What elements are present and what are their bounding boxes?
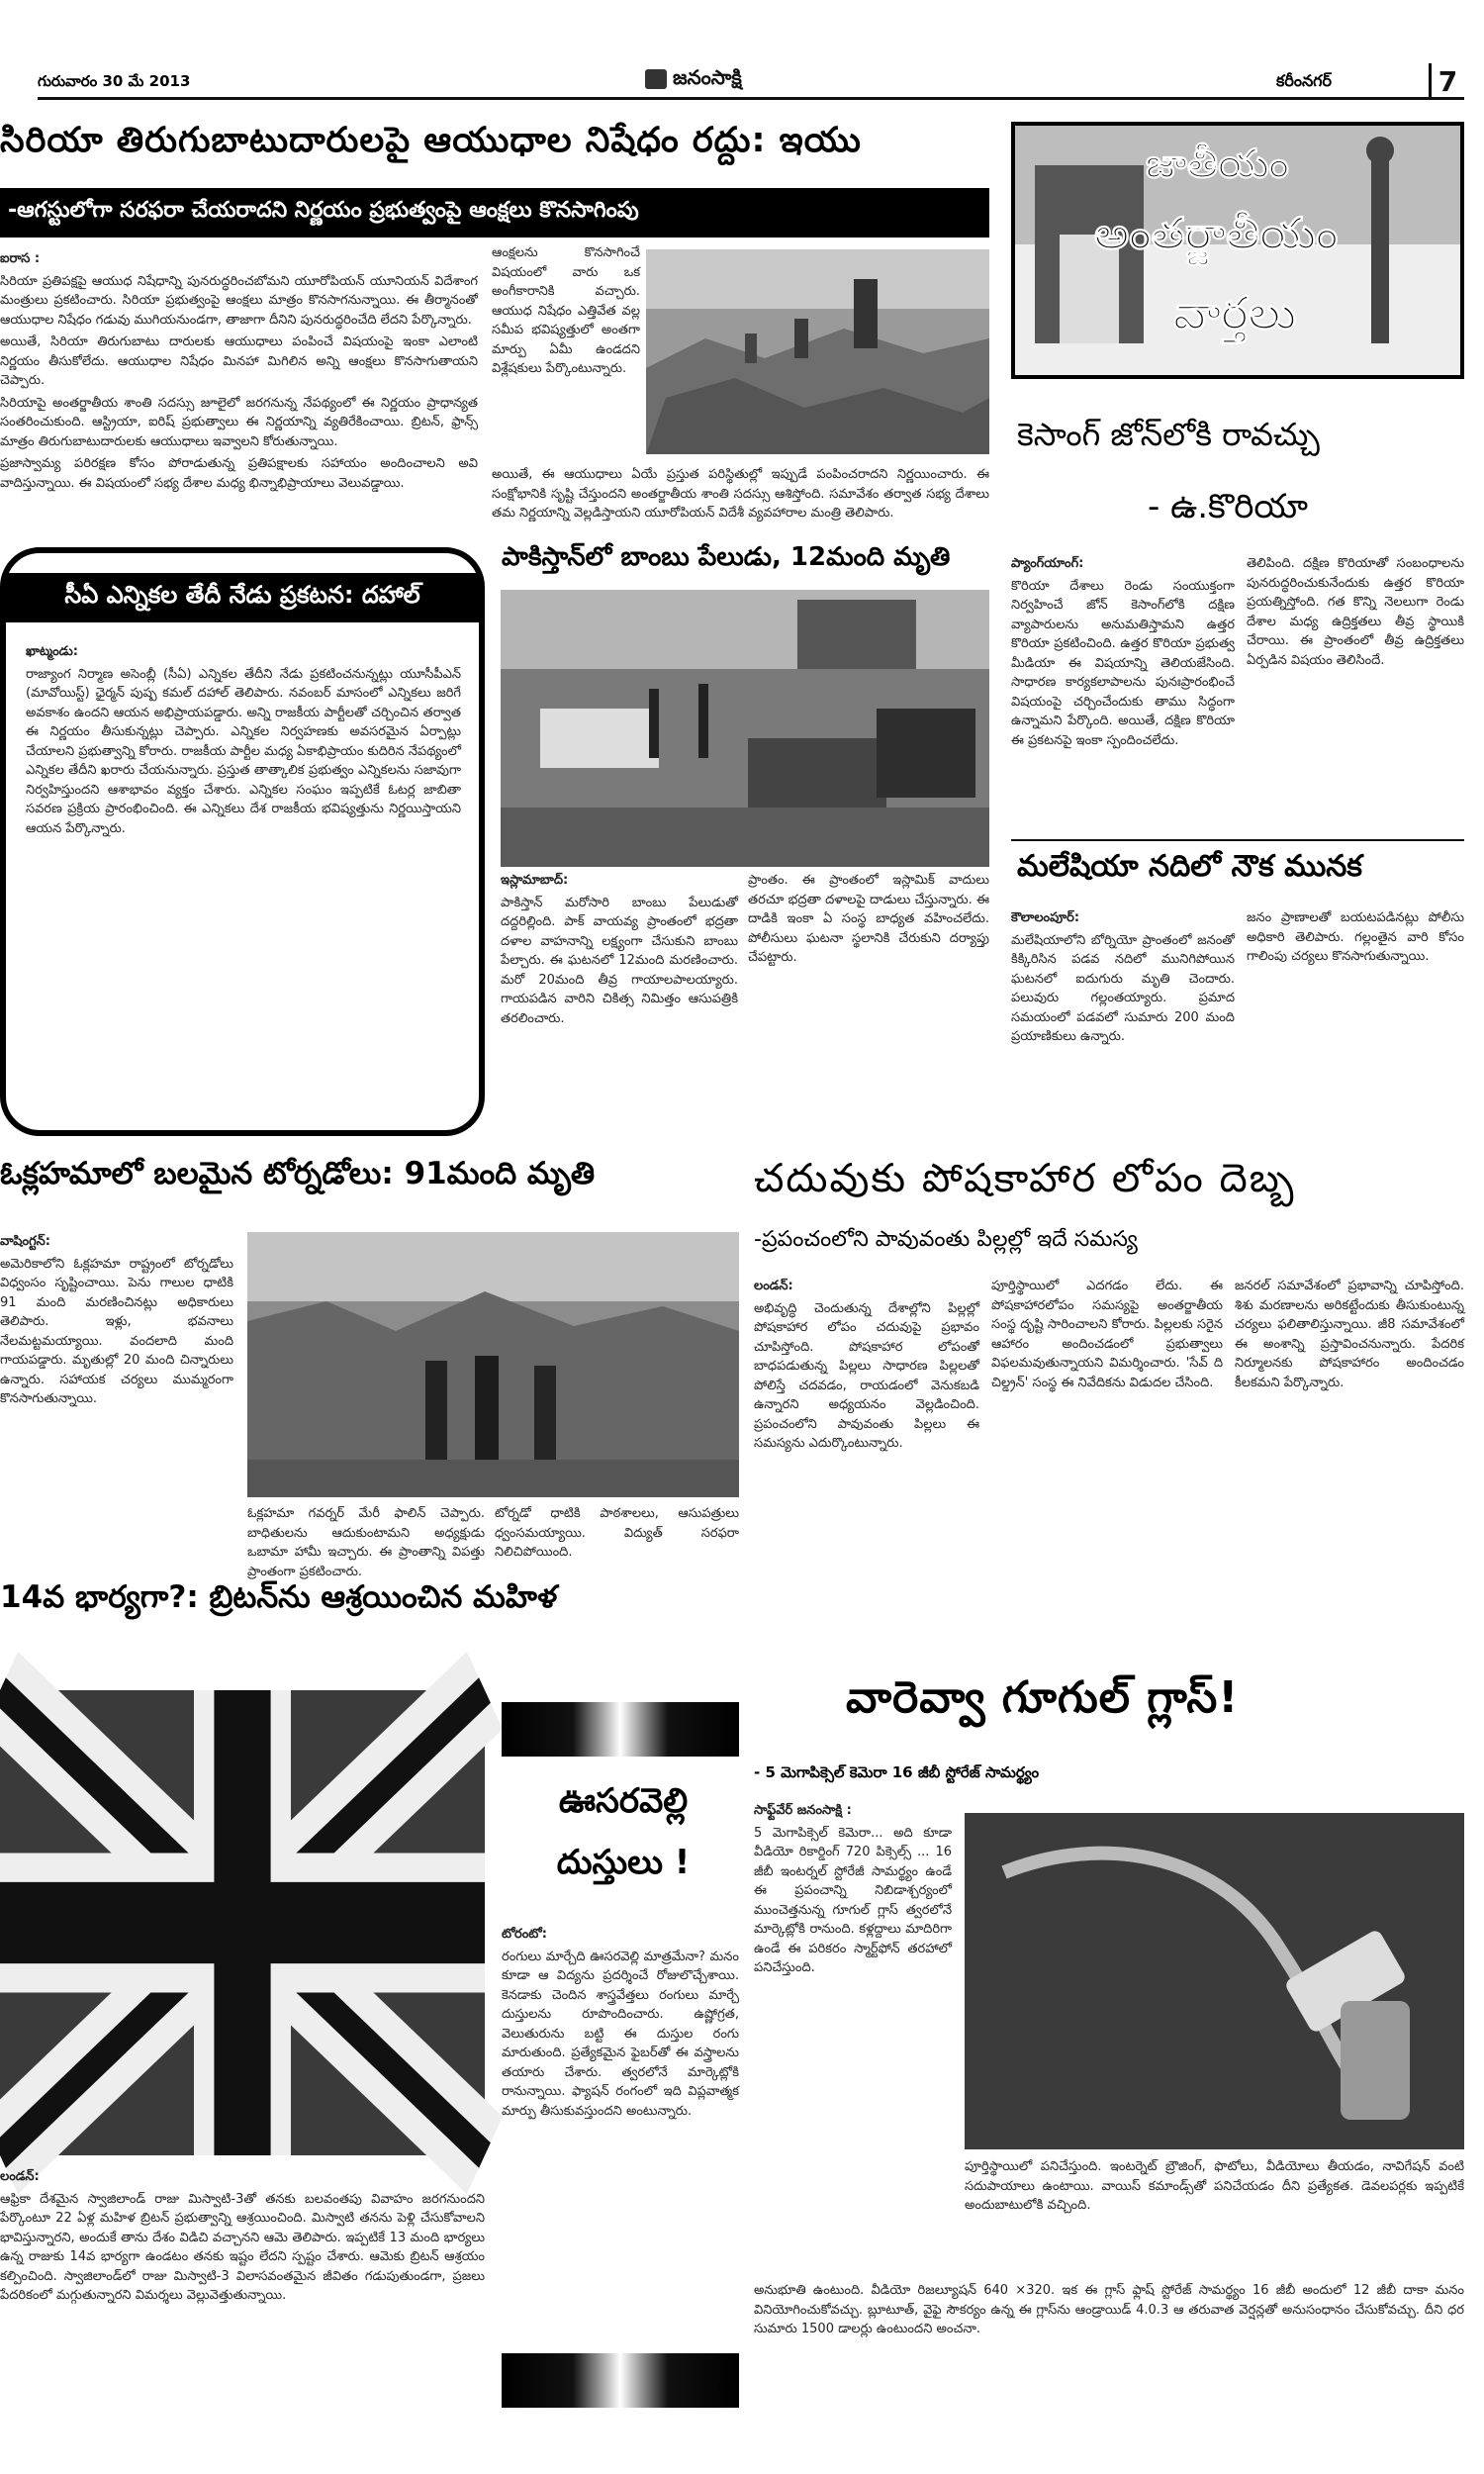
nepal-headline-bar xyxy=(6,573,479,622)
masthead-logo xyxy=(645,65,803,93)
oklahoma-col1 xyxy=(0,1232,233,1559)
syria-para-1: సిరియా ప్రతిపక్షపై ఆయుధ నిషేధాన్ని పునరుద్ధరించబోమని యూరోపియన్ యూనియన్ విదేశాంగ మంత్రులు ప్రకటించారు. సిరియా ప్రభుత్వంపై ఆంక్షలు మాత్రం కొనసాగనున్నాయి. ఈ తీర్మానంతో ఆయుధాల నిషేధం గడువు ముగియనుండగా, తాజాగా దీనిని పునరుద్ధరించేది లేదని పేర్కొన్నారు. xyxy=(0,273,478,328)
syria-para-2: అయితే, సిరియా తిరుగుబాటు దారులకు ఆయుధాలు పంపించే విషయంపై ఇంకా ఎలాంటి నిర్ణయం తీసుకోలేదు. ఆయుధాల నిషేధం మినహా మిగిలిన అన్ని ఆంక్షలు కొనసాగుతాయని చెప్పారు. xyxy=(0,334,478,388)
chameleon-title-1: ఊసరవెల్లి xyxy=(558,1781,689,1821)
oklahoma-dateline: వాషింగ్టన్: xyxy=(0,1234,50,1249)
masthead-date: గురువారం 30 మే 2013 xyxy=(38,72,191,90)
syria-col-bottom: అయితే, ఈ ఆయుధాలు ఏయే ప్రస్తుత పరిస్థితుల్లో ఇప్పుడే పంపించరాదని నిర్ణయించారు. ఈ సంక్షోభానికి సృష్టి చేస్తుందని అంతర్జాతీయ శాంతి సదస్సు ఆశిస్తోంది. సమావేశం తర్వాత సభ్య దేశాలు తమ నిర్ణయాన్ని వెల్లడిస్తాయని యూరోపియన్ విదేశీ వ్యవహారాల మంత్రి తెలిపారు. xyxy=(492,467,989,521)
malaysia-body-1: మలేషియాలోని బోర్నియో ప్రాంతంలో జనంతో కిక్కిరిసిన పడవ నదిలో మునిగిపోయిన ఘటనలో ఐదుగురు మృతి చెందారు. పలువురు గల్లంతయ్యారు. ప్రమాద సమయంలో పడవలో సుమారు 200 మంది ప్రయాణికులు ఉన్నారు. xyxy=(1011,932,1235,1044)
nutrition-body-1: అభివృద్ధి చెందుతున్న దేశాల్లోని పిల్లల్లో పోషకాహార లోపం చదువుపై ప్రభావం చూపిస్తోంది. పోషకాహార లోపంతో బాధపడుతున్న పిల్లలు సాధారణ పిల్లలతో పోలిస్తే చదవడం, రాయడంలో వెనుకబడి ఉన్నారని అధ్యయనం వెల్లడించింది. ప్రపంచంలోని పావువంతు పిల్లలు ఈ సమస్యను ఎదుర్కొంటున్నారు. xyxy=(754,1300,979,1451)
nepal-headline: సీఏ ఎన్నికల తేదీ నేడు ప్రకటన: దహాల్ xyxy=(64,581,420,609)
nepal-body-text: రాజ్యాంగ నిర్మాణ అసెంబ్లీ (సీఏ) ఎన్నికల తేదీని నేడు ప్రకటించనున్నట్లు యూసీపీఎన్ (మావోయిస్ట్) ఛైర్మన్ పుష్ప కమల్ దహాల్ తెలిపారు. నవంబర్ మాసంలో ఎన్నికలు జరిగే అవకాశం ఉందని ఆయన అభిప్రాయపడ్డారు. అన్ని రాజకీయ పార్టీలతో చర్చించిన తర్వాత ఈ నిర్ణయం తీసుకున్నట్లు చెప్పారు. ఎన్నికల నిర్వహణకు అవసరమైన ఏర్పాట్లు చేయాలని ప్రభుత్వాన్ని కోరారు. రాజకీయ పార్టీల మధ్య ఏకాభిప్రాయం కుదిరిన నేపథ్యంలో ఎన్నికల తేదీని ఖరారు చేయనున్నారు. ప్రస్తుత తాత్కాలిక ప్రభుత్వం ఎన్నికలను సజావుగా నిర్వహిస్తుందని ఆశాభావం వ్యక్తం చేశారు. ఎన్నికల సంఘం ఇప్పటికే ఓటర్ల జాబితా సవరణ ప్రక్రియ ప్రారంభించింది. ఈ ఎన్నికలు దేశ రాజకీయ భవిష్యత్తును నిర్ణయిస్తాయని ఆయన పేర్కొన్నారు. xyxy=(26,666,461,836)
intl-banner-line-2: అంతర్జాతీయం xyxy=(1094,209,1339,259)
korea-headline-1: కెసాంగ్ జోన్‌లోకి రావచ్చు xyxy=(1017,416,1320,453)
syria-subhead-bar xyxy=(0,188,989,238)
chameleon-dateline: టోరంటో: xyxy=(502,1927,547,1942)
nutrition-col3: జనరల్ సమావేశంలో ప్రభావాన్ని చూపిస్తోంది. శిశు మరణాలను అరికట్టేందుకు తీసుకుంటున్న చర్యలు ఫలితాలిస్తున్నాయి. జీ8 సమావేశంలో ఈ అంశాన్ని ప్రస్తావించనున్నారు. పేదరిక నిర్మూలనకు పోషకాహారం అందించడం కీలకమని పేర్కొన్నారు. xyxy=(1235,1279,1464,1390)
intl-banner xyxy=(1011,122,1464,379)
chameleon-bottom-bar xyxy=(502,2353,739,2408)
chameleon-body xyxy=(502,1925,739,2321)
google-col1 xyxy=(754,1801,952,2276)
nepal-dateline: ఖాట్మండు: xyxy=(26,644,78,659)
korea-col2: తెలిపింది. దక్షిణ కొరియాతో సంబంధాలను పునరుద్ధరించుకునేందుకు ఉత్తర కొరియా ప్రయత్నిస్తోంది. గత కొన్ని నెలలుగా రెండు దేశాల మధ్య ఉద్రిక్తతలు తీవ్ర స్థాయికి చేరాయి. ఈ ప్రాంతంలో తీవ్ర ఉద్రిక్తతలు ఏర్పడిన విషయం తెలిసిందే. xyxy=(1247,556,1464,668)
korea-dateline: ప్యాంగ్‌యాంగ్: xyxy=(1011,556,1084,571)
britain-headline: 14వ భార్యగా?: బ్రిటన్‌ను ఆశ్రయించిన మహిళ xyxy=(0,1579,558,1615)
oklahoma-col3: టోర్నడో ధాటికి పాఠశాలలు, ఆసుపత్రులు ధ్వంసమయ్యాయి. విద్యుత్ సరఫరా నిలిచిపోయింది. xyxy=(495,1506,739,1560)
pakistan-col1 xyxy=(501,871,738,1128)
pakistan-blast-photo xyxy=(501,590,989,867)
syria-col2: ఆంక్షలను కొనసాగించే విషయంలో వారు ఒక అంగీకారానికి వచ్చారు. ఆయుధ నిషేధం ఎత్తివేత వల్ల సమీప భవిష్యత్తులో అంతగా మార్పు ఏమీ ఉండదని విశ్లేషకులు పేర్కొంటున్నారు. xyxy=(492,245,640,376)
syria-subhead: -ఆగస్టులోగా సరఫరా చేయరాదని నిర్ణయం ప్రభుత్వంపై ఆంక్షలు కొనసాగింపు xyxy=(8,198,639,223)
intl-banner-line-3: వార్తలు xyxy=(1173,286,1297,339)
newspaper-logo-icon xyxy=(645,69,667,89)
malaysia-col2: జనం ప్రాణాలతో బయటపడినట్లు పోలీసు అధికారి తెలిపారు. గల్లంతైన వారి కోసం గాలింపు చర్యలు కొనసాగుతున్నాయి. xyxy=(1247,910,1464,964)
syria-headline: సిరియా తిరుగుబాటుదారులపై ఆయుధాల నిషేధం రద్దు: ఇయు xyxy=(0,121,862,160)
nutrition-dateline: లండన్: xyxy=(754,1279,793,1293)
oklahoma-tornado-photo xyxy=(247,1232,739,1497)
chameleon-body-text: రంగులు మార్చేది ఊసరవెల్లి మాత్రమేనా? మనం కూడా ఆ విద్యను ప్రదర్శించే రోజులొచ్చేశాయి. కెనడాకు చెందిన శాస్త్రవేత్తలు రంగులు మార్చే దుస్తులను రూపొందించారు. ఉష్ణోగ్రత, వెలుతురును బట్టి ఈ దుస్తుల రంగు మారుతుంది. ప్రత్యేకమైన ఫైబర్‌తో ఈ వస్త్రాలను తయారు చేశారు. త్వరలోనే మార్కెట్లోకి రానున్నాయి. ఫ్యాషన్ రంగంలో ఇది విప్లవాత్మక మార్పు తీసుకువస్తుందని అంటున్నారు. xyxy=(502,1949,739,2119)
chameleon-title-2: దుస్తులు ! xyxy=(556,1843,691,1882)
masthead-rule xyxy=(38,97,1464,100)
page-number xyxy=(1429,63,1464,99)
nutrition-col2: పూర్తిస్థాయిలో ఎదగడం లేదు. ఈ పోషకాహారలోపం సమస్యపై అంతర్జాతీయ సంస్థ దృష్టి సారించాలని కోరారు. పిల్లలకు సరైన ఆహారం అందించడంలో ప్రభుత్వాలు విఫలమవుతున్నాయని విమర్శించారు. 'సేవ్ ది చిల్డ్రన్' సంస్థ ఈ నివేదికను విడుదల చేసింది. xyxy=(991,1279,1223,1390)
syria-dateline: ఐరాస : xyxy=(0,251,41,266)
malaysia-top-rule xyxy=(1011,839,1464,841)
nepal-body xyxy=(26,642,461,1117)
britain-dateline: లండన్: xyxy=(0,2169,40,2184)
union-jack-flag-image xyxy=(0,1690,485,2155)
masthead-edition: కరీంనగర్ xyxy=(1276,71,1333,90)
oklahoma-headline: ఓక్లహమాలో బలమైన టోర్నడోలు: 91మంది మృతి xyxy=(0,1156,596,1191)
malaysia-col1 xyxy=(1011,908,1235,1126)
korea-body-1: కొరియా దేశాలు రెండు సంయుక్తంగా నిర్వహించే జోన్ కెసాంగ్‌లోకి దక్షిణ వ్యాపారులను అనుమతిస్తామని ఉత్తర కొరియా ప్రకటించింది. ఉత్తర కొరియా ప్రభుత్వ మీడియా ఈ విషయాన్ని తెలియజేసింది. సాధారణ కార్యకలాపాలను పునఃప్రారంభించే విషయంపై చర్చించేందుకు తాము సిద్ధంగా ఉన్నామని పేర్కొంది. అయితే, దక్షిణ కొరియా ఈ ప్రకటనపై ఇంకా స్పందించలేదు. xyxy=(1011,578,1235,748)
google-subhead: - 5 మెగాపిక్సెల్ కెమెరా 16 జీబీ స్టోరేజ్ సామర్థ్యం xyxy=(754,1763,1040,1781)
google-body-1: 5 మెగాపిక్సెల్ కెమెరా... అది కూడా వీడియో రికార్డింగ్ 720 పిక్సెల్స్ ... 16 జీబీ ఇంటర్నల్ స్టోరేజీ సామర్థ్యం ఉండే ఈ ప్రపంచాన్ని నిబిడాశ్చర్యంలో ముంచెత్తనున్న గూగుల్ గ్లాస్ త్వరలోనే మార్కెట్లోకి రానుంది. కళ్లద్దాలు మాదిరిగా ఉండే ఈ పరికరం స్మార్ట్‌ఫోన్ తరహాలో పనిచేస్తుంది. xyxy=(754,1825,952,1975)
pakistan-dateline: ఇస్లామాబాద్: xyxy=(501,873,569,888)
logo-text: జనంసాక్షి xyxy=(673,64,742,89)
pakistan-body-1: పాకిస్తాన్ మరోసారి బాంబు పేలుడుతో దద్దరిల్లింది. పాక్ వాయవ్య ప్రాంతంలో భద్రతా దళాల వాహనాన్ని లక్ష్యంగా చేసుకుని బాంబు పేల్చారు. ఈ ఘటనలో 12మంది మరణించారు. మరో 20మంది తీవ్ర గాయాలపాలయ్యారు. గాయపడిన వారిని చికిత్స నిమిత్తం ఆసుపత్రికి తరలించారు. xyxy=(501,895,738,1026)
syria-rubble-photo xyxy=(646,249,989,454)
nepal-box xyxy=(0,547,485,1136)
page-number-text: 7 xyxy=(1438,64,1458,98)
oklahoma-body-1: అమెరికాలోని ఓక్లహమా రాష్ట్రంలో టోర్నడోలు విధ్వంసం సృష్టించాయి. పెను గాలుల ధాటికి 91 మంది మరణించినట్లు అధికారులు తెలిపారు. ఇళ్లు, భవనాలు నేలమట్టమయ్యాయి. వందలాది మంది గాయపడ్డారు. మృతుల్లో 20 మంది చిన్నారులు ఉన్నారు. సహాయక చర్యలు ముమ్మరంగా కొనసాగుతున్నాయి. xyxy=(0,1256,233,1406)
google-col2: పూర్తిస్థాయిలో పనిచేస్తుంది. ఇంటర్నెట్ బ్రౌజింగ్, ఫొటోలు, వీడియోలు తీయడం, నావిగేషన్ వంటి సదుపాయాలు ఉంటాయి. వాయిస్ కమాండ్స్‌తో పనిచేయడం దీని ప్రత్యేకత. డెవలపర్లకు ఇప్పటికే అందుబాటులోకి వచ్చింది. xyxy=(965,2159,1464,2213)
nutrition-subhead: -ప్రపంచంలోని పావువంతు పిల్లల్లో ఇదే సమస్య xyxy=(754,1227,1138,1252)
oklahoma-col2: ఓక్లహమా గవర్నర్ మేరీ ఫాలిన్ చెప్పారు. బాధితులను ఆదుకుంటామని అధ్యక్షుడు ఒబామా హామీ ఇచ్చారు. ఈ ప్రాంతాన్ని విపత్తు ప్రాంతంగా ప్రకటించారు. xyxy=(247,1506,485,1579)
chameleon-top-bar xyxy=(502,1702,739,1757)
korea-col1 xyxy=(1011,554,1235,851)
google-bottom: అనుభూతి ఉంటుంది. వీడియో రిజల్యూషన్ 640 ×320. ఇక ఈ గ్లాస్ ఫ్లాష్ స్టోరేజ్ సామర్థ్యం 16 జీబీ అందులో 12 జీబీ దాకా మనం వినియోగించుకోవచ్చు. బ్లూటూత్, వైఫై సౌకర్యం ఉన్న ఈ గ్లాస్‌ను ఆండ్రాయిడ్ 4.0.3 ఆ తరువాత వెర్షన్లతో అనుసంధానం చేసుకోవచ్చు. దీని ధర సుమారు 1500 డాలర్లు ఉంటుందని అంచనా. xyxy=(754,2283,1464,2336)
google-dateline: సాఫ్ట్‌వేర్ జనంసాక్షి : xyxy=(754,1803,852,1818)
britain-body-text: ఆఫ్రికా దేశమైన స్వాజిలాండ్ రాజు మిస్వాటి-3తో తనకు బలవంతపు వివాహం జరగనుందని పేర్కొంటూ 22 ఏళ్ల మహిళ బ్రిటన్ ప్రభుత్వాన్ని ఆశ్రయించింది. మిస్వాటి తనను పెళ్లి చేసుకోవాలని భావిస్తున్నారని, అందుకే తాను దేశం విడిచి వచ్చానని ఆమె తెలిపారు. ఇప్పటికే 13 మంది భార్యలు ఉన్న రాజుకు 14వ భార్యగా ఉండటం తనకు ఇష్టం లేదని స్పష్టం చేశారు. ఆమెకు బ్రిటన్ ఆశ్రయం కల్పించింది. స్వాజిలాండ్‌లో రాజు మిస్వాటి-3 విలాసవంతమైన జీవితం గడుపుతుండగా, ప్రజలు పేదరికంలో మగ్గుతున్నారని విమర్శలు వెల్లువెత్తుతున్నాయి. xyxy=(0,2191,485,2303)
britain-body xyxy=(0,2167,485,2464)
pakistan-col2: ప్రాంతం. ఈ ప్రాంతంలో ఇస్లామిక్ వాదులు తరచూ భద్రతా దళాలపై దాడులు చేస్తున్నారు. ఈ దాడికి ఇంకా ఏ సంస్థ బాధ్యత వహించలేదు. పోలీసులు ఘటనా స్థలానికి చేరుకుని దర్యాప్తు చేపట్టారు. xyxy=(748,873,989,965)
nutrition-headline: చదువుకు పోషకాహార లోపం దెబ్బ xyxy=(754,1156,1296,1201)
intl-banner-line-1: జాతీయం xyxy=(1146,142,1289,187)
syria-col1 xyxy=(0,249,478,495)
google-headline: వారెవ్వా గూగుల్ గ్లాస్! xyxy=(846,1672,1240,1723)
malaysia-dateline: కౌలాలంపూర్: xyxy=(1011,910,1080,925)
pakistan-headline: పాకిస్తాన్‌లో బాంబు పేలుడు, 12మంది మృతి xyxy=(502,542,951,572)
korea-headline-2: - ఉ.కొరియా xyxy=(1148,487,1309,526)
syria-para-4: ప్రజాస్వామ్య పరిరక్షణ కోసం పోరాడుతున్న ప్రతిపక్షాలకు సహాయం అందించాలని అవి వాదిస్తున్నాయి. ఈ విషయంలో సభ్య దేశాల మధ్య భిన్నాభిప్రాయాలు వెలువడ్డాయి. xyxy=(0,456,478,491)
malaysia-headline: మలేషియా నదిలో నౌక మునక xyxy=(1017,849,1362,884)
google-glass-photo xyxy=(965,1813,1464,2149)
nutrition-col1 xyxy=(754,1277,979,1564)
syria-para-3: సిరియాపై అంతర్జాతీయ శాంతి సదస్సు జూలైలో జరగనున్న నేపథ్యంలో ఈ నిర్ణయం ప్రాధాన్యత సంతరించుకుంది. ఆస్ట్రియా, ఐరిష్ ప్రభుత్వాలు ఈ నిర్ణయాన్ని వ్యతిరేకించాయి. బ్రిటన్, ఫ్రాన్స్ మాత్రం తిరుగుబాటుదారులకు ఆయుధాలు ఇవ్వాలని కోరుతున్నాయి. xyxy=(0,395,478,449)
